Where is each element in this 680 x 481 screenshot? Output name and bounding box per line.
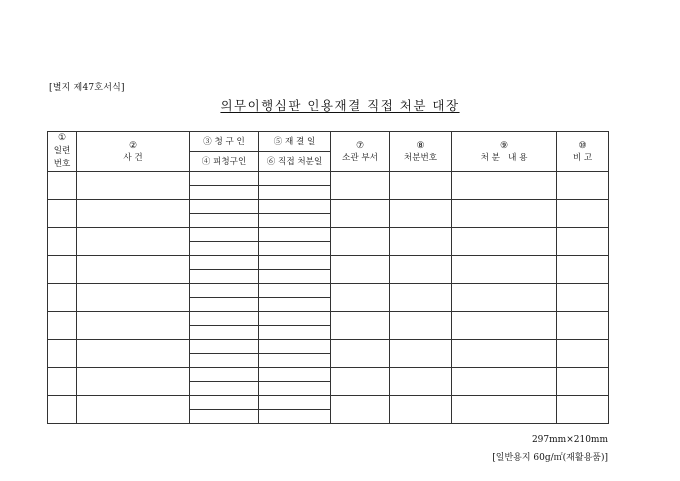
cell-department[interactable] — [331, 228, 390, 256]
cell-remarks[interactable] — [557, 312, 609, 340]
cell-department[interactable] — [331, 200, 390, 228]
record-row — [48, 200, 609, 214]
cell-case[interactable] — [77, 312, 190, 340]
cell-respondent[interactable] — [190, 298, 259, 312]
record-row — [48, 368, 609, 382]
document-title — [0, 96, 680, 114]
header-disposition-number — [390, 132, 452, 172]
cell-serial[interactable] — [48, 172, 77, 200]
header-case-label: 사 건 — [123, 152, 143, 163]
cell-claimant[interactable] — [190, 172, 259, 186]
header-remarks — [557, 132, 609, 172]
header-disposition-content-num: ⑨ — [499, 140, 509, 151]
cell-direct-disposition-date[interactable] — [259, 354, 331, 368]
cell-remarks[interactable] — [557, 368, 609, 396]
header-department-label: 소관 부서 — [342, 152, 378, 163]
cell-respondent[interactable] — [190, 242, 259, 256]
cell-direct-disposition-date[interactable] — [259, 186, 331, 200]
cell-respondent[interactable] — [190, 270, 259, 284]
cell-remarks[interactable] — [557, 256, 609, 284]
cell-disposition-content[interactable] — [452, 172, 557, 200]
cell-decision-date[interactable] — [259, 172, 331, 186]
record-row — [48, 396, 609, 410]
cell-disposition-number[interactable] — [390, 284, 452, 312]
cell-serial[interactable] — [48, 396, 77, 424]
header-department — [331, 132, 390, 172]
cell-department[interactable] — [331, 312, 390, 340]
cell-disposition-content[interactable] — [452, 256, 557, 284]
cell-disposition-content[interactable] — [452, 396, 557, 424]
cell-direct-disposition-date[interactable] — [259, 326, 331, 340]
header-remarks-label: 비 고 — [572, 152, 593, 163]
cell-serial[interactable] — [48, 284, 77, 312]
header-decision-date: ⑤ 재 결 일 — [259, 132, 331, 152]
header-disposition-number-num: ⑧ — [416, 140, 425, 151]
cell-department[interactable] — [331, 172, 390, 200]
cell-direct-disposition-date[interactable] — [259, 410, 331, 424]
cell-disposition-content[interactable] — [452, 340, 557, 368]
header-respondent: ④ 피청구인 — [190, 152, 259, 172]
cell-serial[interactable] — [48, 368, 77, 396]
cell-direct-disposition-date[interactable] — [259, 382, 331, 396]
cell-remarks[interactable] — [557, 284, 609, 312]
record-row — [48, 284, 609, 298]
cell-direct-disposition-date[interactable] — [259, 242, 331, 256]
record-row — [48, 228, 609, 242]
cell-decision-date[interactable] — [259, 200, 331, 214]
cell-disposition-content[interactable] — [452, 368, 557, 396]
cell-remarks[interactable] — [557, 396, 609, 424]
header-disposition-number-label: 처분번호 — [403, 152, 438, 163]
header-disposition-content — [452, 132, 557, 172]
cell-decision-date[interactable] — [259, 284, 331, 298]
cell-disposition-number[interactable] — [390, 312, 452, 340]
record-row — [48, 256, 609, 270]
cell-direct-disposition-date[interactable] — [259, 214, 331, 228]
cell-disposition-number[interactable] — [390, 256, 452, 284]
cell-serial[interactable] — [48, 200, 77, 228]
cell-direct-disposition-date[interactable] — [259, 298, 331, 312]
cell-serial[interactable] — [48, 340, 77, 368]
cell-disposition-number[interactable] — [390, 396, 452, 424]
cell-claimant[interactable] — [190, 284, 259, 298]
cell-disposition-number[interactable] — [390, 228, 452, 256]
cell-respondent[interactable] — [190, 186, 259, 200]
cell-department[interactable] — [331, 396, 390, 424]
cell-case[interactable] — [77, 228, 190, 256]
cell-claimant[interactable] — [190, 340, 259, 354]
cell-decision-date[interactable] — [259, 340, 331, 354]
header-serial-label-a: 일련 — [53, 146, 71, 156]
cell-disposition-content[interactable] — [452, 228, 557, 256]
record-row — [48, 340, 609, 354]
ledger-table — [47, 131, 609, 424]
cell-disposition-content[interactable] — [452, 200, 557, 228]
cell-claimant[interactable] — [190, 228, 259, 242]
cell-claimant[interactable] — [190, 396, 259, 410]
header-claimant: ③ 청 구 인 — [190, 132, 259, 152]
cell-claimant[interactable] — [190, 312, 259, 326]
cell-remarks[interactable] — [557, 340, 609, 368]
cell-case[interactable] — [77, 396, 190, 424]
cell-decision-date[interactable] — [259, 312, 331, 326]
cell-disposition-content[interactable] — [452, 284, 557, 312]
cell-decision-date[interactable] — [259, 256, 331, 270]
cell-department[interactable] — [331, 256, 390, 284]
header-serial-num: ① — [57, 133, 67, 143]
header-direct-disposition-date: ⑥ 직접 처분일 — [259, 152, 331, 172]
header-case — [77, 132, 190, 172]
cell-disposition-number[interactable] — [390, 368, 452, 396]
cell-claimant[interactable] — [190, 368, 259, 382]
header-department-num: ⑦ — [355, 140, 365, 151]
cell-remarks[interactable] — [557, 200, 609, 228]
cell-claimant[interactable] — [190, 256, 259, 270]
cell-serial[interactable] — [48, 228, 77, 256]
record-row — [48, 312, 609, 326]
cell-disposition-content[interactable] — [452, 312, 557, 340]
cell-remarks[interactable] — [557, 172, 609, 200]
cell-respondent[interactable] — [190, 214, 259, 228]
cell-department[interactable] — [331, 284, 390, 312]
cell-case[interactable] — [77, 368, 190, 396]
cell-case[interactable] — [77, 340, 190, 368]
cell-disposition-number[interactable] — [390, 200, 452, 228]
ledger-body — [48, 132, 609, 424]
cell-claimant[interactable] — [190, 200, 259, 214]
cell-serial[interactable] — [48, 256, 77, 284]
cell-case[interactable] — [77, 256, 190, 284]
cell-respondent[interactable] — [190, 410, 259, 424]
cell-disposition-number[interactable] — [390, 340, 452, 368]
record-row — [48, 172, 609, 186]
header-serial-label-b: 번호 — [53, 159, 71, 169]
cell-case[interactable] — [77, 284, 190, 312]
paper-type-note: [일반용지 60g/㎡(재활용품)] — [492, 453, 608, 463]
header-disposition-content-label: 처 분 내 용 — [480, 152, 528, 163]
form-number-label: [별지 제47호서식] — [49, 83, 125, 93]
cell-remarks[interactable] — [557, 228, 609, 256]
cell-decision-date[interactable] — [259, 228, 331, 242]
cell-department[interactable] — [331, 340, 390, 368]
cell-case[interactable] — [77, 172, 190, 200]
cell-disposition-number[interactable] — [390, 172, 452, 200]
cell-decision-date[interactable] — [259, 368, 331, 382]
cell-respondent[interactable] — [190, 326, 259, 340]
header-row-1 — [48, 132, 609, 152]
header-case-num: ② — [128, 140, 138, 151]
cell-respondent[interactable] — [190, 382, 259, 396]
header-remarks-num: ⑩ — [578, 140, 587, 151]
cell-serial[interactable] — [48, 312, 77, 340]
cell-case[interactable] — [77, 200, 190, 228]
document-title-text: 의무이행심판 인용재결 직접 처분 대장 — [220, 98, 460, 113]
cell-decision-date[interactable] — [259, 396, 331, 410]
paper-size-note: 297mm×210mm — [531, 435, 608, 445]
header-serial-number — [48, 132, 77, 172]
cell-department[interactable] — [331, 368, 390, 396]
cell-respondent[interactable] — [190, 354, 259, 368]
cell-direct-disposition-date[interactable] — [259, 270, 331, 284]
